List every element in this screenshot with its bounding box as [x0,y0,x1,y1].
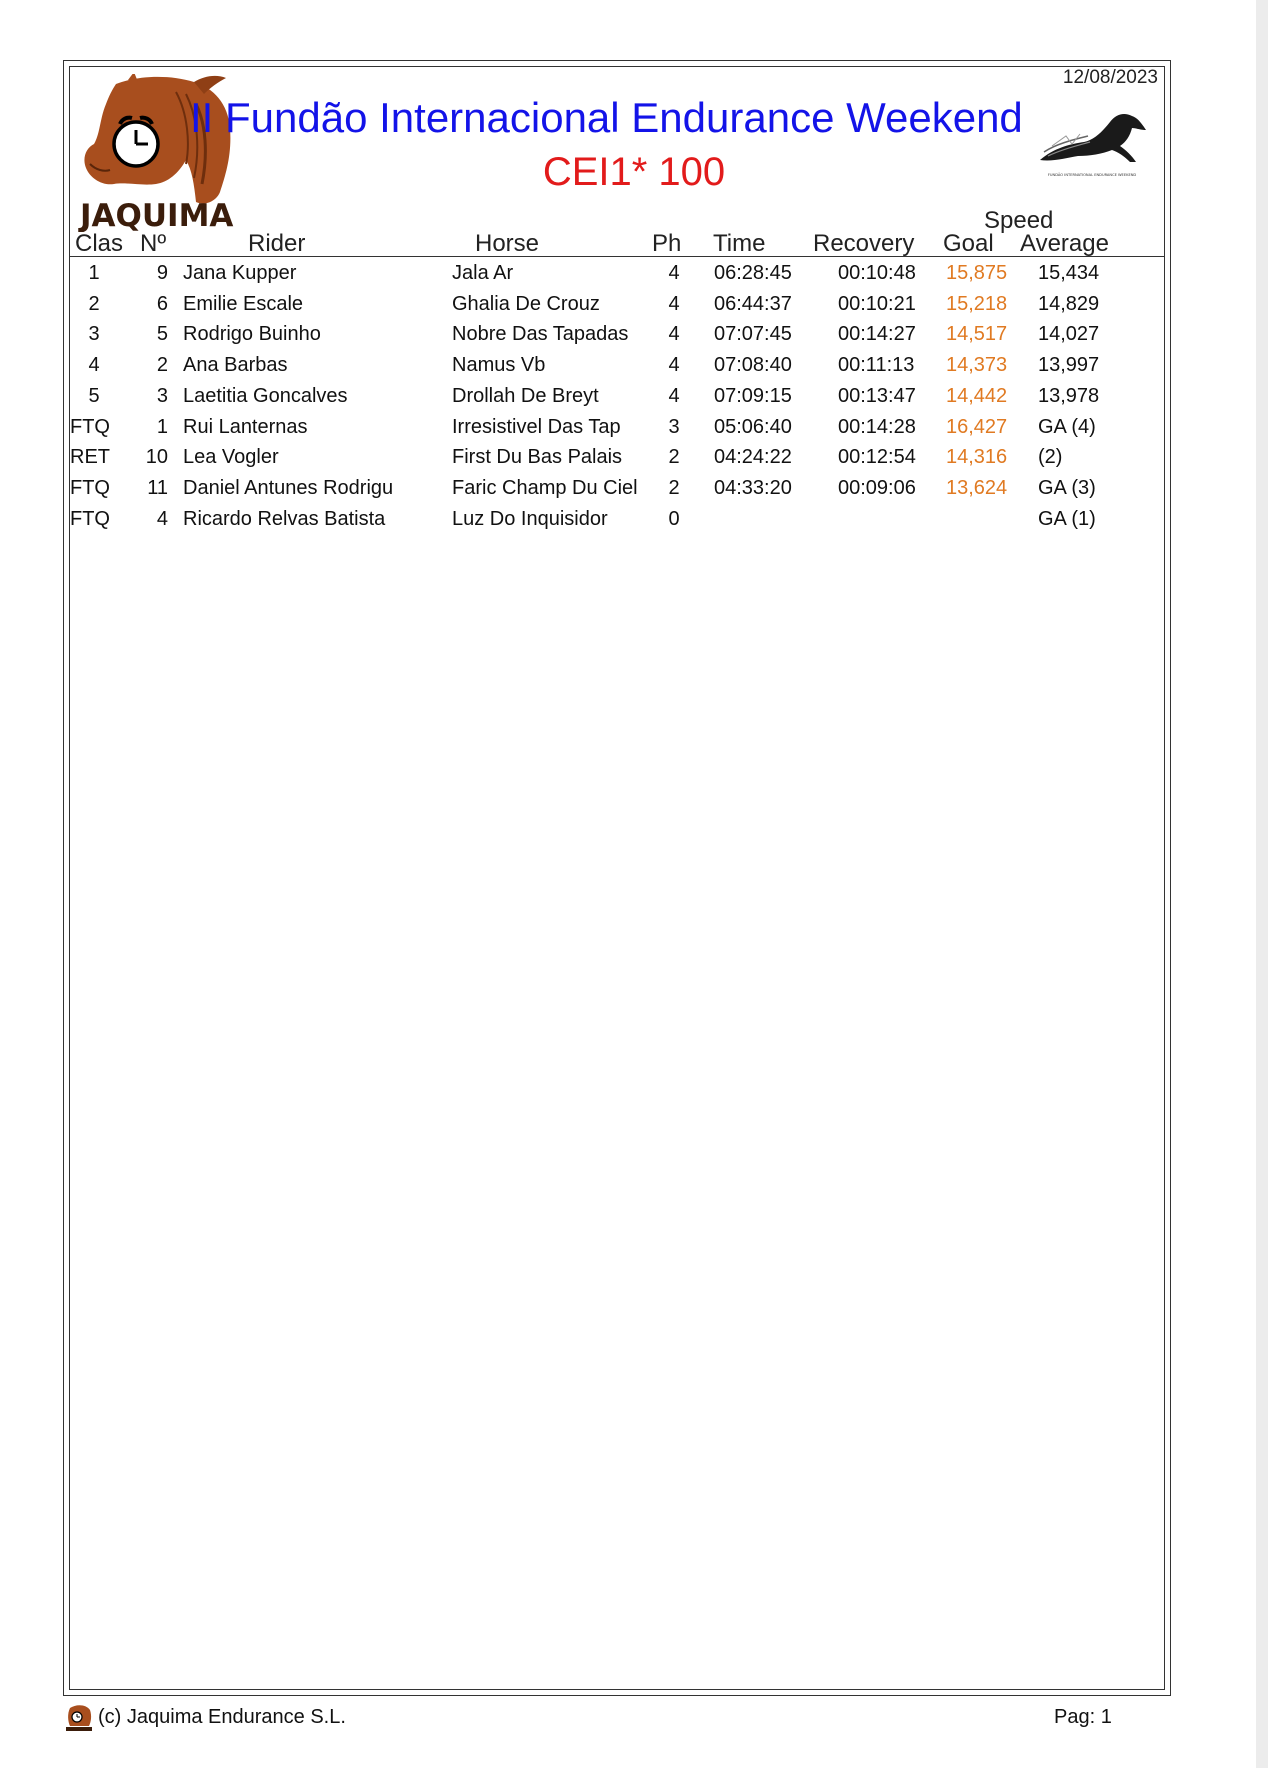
cell-recovery: 00:10:48 [838,262,916,284]
cell-goal-speed: 14,316 [946,446,1008,469]
cell-horse: Irresistivel Das Tap [452,415,621,438]
cell-number: 10 [145,446,168,469]
table-row [0,385,1268,415]
cell-average-speed: GA (1) [1038,507,1096,530]
col-header-num: Nº [140,230,167,257]
cell-time: 05:06:40 [714,415,792,438]
col-header-average: Average [1020,230,1109,257]
cell-time: 07:08:40 [714,354,792,377]
cell-clas: RET [70,446,110,469]
table-row [0,293,1268,323]
cell-horse: First Du Bas Palais [452,446,623,469]
cell-clas: 4 [88,354,100,377]
cell-goal-speed: 15,218 [946,292,1008,315]
table-row [0,354,1268,384]
cell-phases: 4 [668,292,680,315]
cell-number: 5 [156,323,168,346]
col-header-horse: Horse [475,230,540,257]
cell-recovery: 00:12:54 [838,446,916,469]
col-header-goal: Goal [943,230,994,257]
table-row [0,477,1268,507]
cell-clas: 5 [88,384,100,407]
table-row [0,262,1268,292]
cell-recovery: 00:13:47 [838,384,916,407]
cell-goal-speed: 16,427 [946,415,1008,438]
footer-page-number: Pag: 1 [1054,1706,1112,1728]
cell-goal-speed: 14,442 [946,384,1008,407]
cell-phases: 0 [668,507,680,530]
col-header-rider: Rider [248,230,306,257]
cell-number: 6 [156,292,168,315]
cell-time: 06:28:45 [714,262,792,284]
cell-horse: Faric Champ Du Ciel [452,476,638,499]
cell-phases: 4 [668,262,680,284]
cell-number: 4 [156,507,168,530]
cell-rider: Rui Lanternas [183,415,308,438]
event-title: II Fundão Internacional Endurance Weekend [190,94,1023,141]
event-logo [1032,100,1152,180]
cell-number: 1 [156,415,168,438]
cell-clas: 2 [88,292,100,315]
header-divider [69,256,1165,257]
cell-rider: Ricardo Relvas Batista [183,507,386,530]
competition-name: CEI1* 100 [542,150,726,194]
report-date: 12/08/2023 [1062,67,1158,88]
cell-recovery: 00:14:27 [838,323,916,346]
cell-recovery: 00:09:06 [838,476,916,499]
table-row [0,446,1268,476]
cell-horse: Ghalia De Crouz [452,292,600,315]
cell-number: 9 [156,262,168,284]
col-header-time: Time [713,230,766,257]
cell-horse: Luz Do Inquisidor [452,507,608,530]
cell-rider: Ana Barbas [183,354,288,377]
cell-recovery: 00:10:21 [838,292,916,315]
cell-average-speed: (2) [1038,446,1063,469]
cell-number: 11 [147,476,168,499]
cell-time: 04:33:20 [714,476,792,499]
cell-rider: Emilie Escale [183,292,304,315]
cell-recovery: 00:11:13 [838,354,915,377]
cell-average-speed: 14,027 [1038,323,1100,346]
cell-clas: 1 [88,262,100,284]
cell-number: 2 [156,354,168,377]
col-header-clas: Clas [75,230,124,257]
table-row [0,323,1268,353]
cell-average-speed: 13,978 [1038,384,1100,407]
col-header-ph: Ph [652,230,682,257]
event-logo-text: FUNDÃO INTERNATIONAL ENDURANCE WEEKEND [1047,173,1137,177]
cell-horse: Namus Vb [452,354,546,377]
cell-rider: Lea Vogler [183,446,279,469]
cell-time: 07:07:45 [714,323,792,346]
cell-recovery: 00:14:28 [838,415,916,438]
table-row [0,508,1268,538]
cell-horse: Nobre Das Tapadas [452,323,629,346]
cell-goal-speed: 14,373 [946,354,1008,377]
cell-average-speed: GA (3) [1038,476,1096,499]
cell-phases: 4 [668,323,680,346]
cell-clas: FTQ [70,415,110,438]
col-header-speed: Speed [984,207,1054,234]
cell-rider: Daniel Antunes Rodrigu [183,476,394,499]
cell-rider: Laetitia Goncalves [183,384,348,407]
jaquima-logo-icon [64,1704,94,1732]
cell-phases: 2 [668,446,680,469]
cell-horse: Jala Ar [452,262,514,284]
cell-goal-speed: 14,517 [946,323,1008,346]
footer-copyright: (c) Jaquima Endurance S.L. [98,1706,346,1728]
galloping-horse-icon [1040,114,1146,162]
cell-phases: 2 [668,476,680,499]
cell-time: 04:24:22 [714,446,792,469]
cell-horse: Drollah De Breyt [452,384,599,407]
cell-number: 3 [156,384,168,407]
cell-rider: Rodrigo Buinho [183,323,321,346]
cell-phases: 4 [668,354,680,377]
cell-time: 06:44:37 [714,292,792,315]
cell-time: 07:09:15 [714,384,792,407]
cell-average-speed: 15,434 [1038,262,1100,284]
cell-goal-speed: 15,875 [946,262,1008,284]
cell-phases: 4 [668,384,680,407]
cell-rider: Jana Kupper [183,262,297,284]
table-row [0,416,1268,446]
cell-average-speed: GA (4) [1038,415,1096,438]
cell-phases: 3 [668,415,680,438]
cell-clas: FTQ [70,476,110,499]
cell-average-speed: 14,829 [1038,292,1100,315]
jaquima-logo-text: JAQUIMA [80,198,234,232]
col-header-recovery: Recovery [813,230,915,257]
cell-clas: FTQ [70,507,110,530]
cell-average-speed: 13,997 [1038,354,1100,377]
cell-goal-speed: 13,624 [946,476,1008,499]
cell-clas: 3 [88,323,100,346]
